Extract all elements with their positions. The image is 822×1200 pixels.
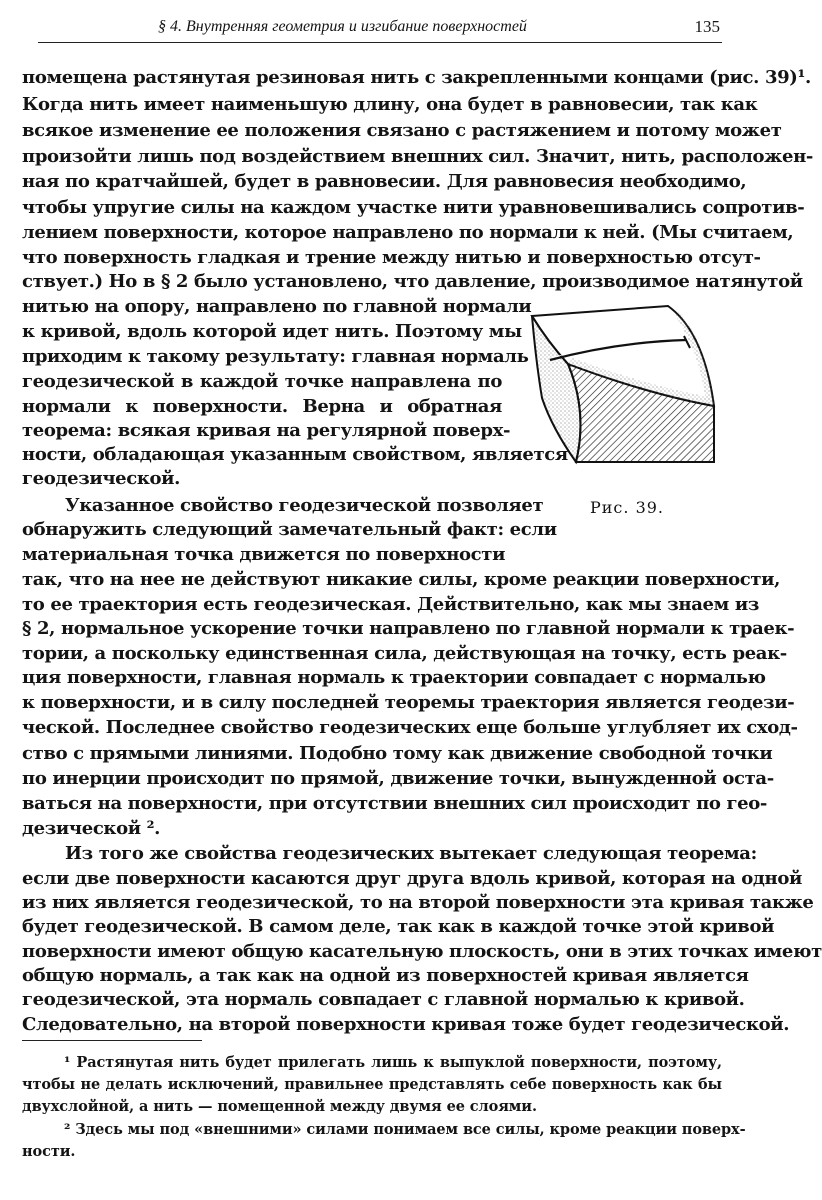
- figure-caption: Рис. 39.: [590, 498, 665, 517]
- text-line: Указанное свойство геодезической позволяет: [65, 495, 544, 516]
- text-line: дезической ².: [22, 818, 161, 839]
- text-line: что поверхность гладкая и трение между нитью и поверхностью отсут-: [22, 247, 761, 268]
- text-line: поверхности имеют общую касательную плоскость, они в этих точках имеют: [22, 941, 822, 962]
- text-line: к кривой, вдоль которой идет нить. Поэтому мы: [22, 321, 522, 342]
- text-line: помещена растянутая резиновая нить с закрепленными концами (рис. 39)¹.: [22, 67, 811, 88]
- text-line: Следовательно, на второй поверхности кривая тоже будет геодезической.: [22, 1014, 790, 1035]
- text-line: так, что на нее не действуют никакие силы, кроме реакции поверхности,: [22, 569, 781, 590]
- running-header-title: § 4. Внутренняя геометрия и изгибание поверхностей: [158, 18, 527, 35]
- text-line: приходим к такому результату: главная нормаль: [22, 346, 529, 367]
- text-line: материальная точка движется по поверхности: [22, 544, 506, 565]
- text-line: обнаружить следующий замечательный факт: если: [22, 519, 557, 540]
- text-line: лением поверхности, которое направлено по нормали к ней. (Мы считаем,: [22, 222, 794, 243]
- footnote-divider: [22, 1040, 202, 1041]
- text-line: ствует.) Но в § 2 было установлено, что давление, производимое натянутой: [22, 271, 803, 292]
- text-line: геодезической, эта нормаль совпадает с главной нормалью к кривой.: [22, 989, 745, 1010]
- text-line: ческой. Последнее свойство геодезических еще больше углубляет их сход-: [22, 717, 798, 738]
- text-line: то ее траектория есть геодезическая. Действительно, как мы знаем из: [22, 594, 759, 615]
- footnote-line: ² Здесь мы под «внешними» силами понимаем все силы, кроме реакции поверх-: [64, 1121, 746, 1138]
- text-line: из них является геодезической, то на второй поверхности эта кривая также: [22, 892, 814, 913]
- text-line: геодезической.: [22, 468, 181, 489]
- footnote-line: чтобы не делать исключений, правильнее представлять себе поверхность как бы: [22, 1076, 722, 1093]
- text-line: произойти лишь под воздействием внешних сил. Значит, нить, расположен-: [22, 146, 814, 167]
- text-line: Из того же свойства геодезических вытекает следующая теорема:: [65, 843, 757, 864]
- text-line: общую нормаль, а так как на одной из поверхностей кривая является: [22, 965, 749, 986]
- page-number: 135: [694, 17, 720, 36]
- text-line: ности, обладающая указанным свойством, является: [22, 444, 568, 465]
- footnote-line: ности.: [22, 1143, 76, 1160]
- text-line: ная по кратчайшей, будет в равновесии. Для равновесия необходимо,: [22, 171, 747, 192]
- text-line: всякое изменение ее положения связано с растяжением и потому может: [22, 120, 782, 141]
- text-line: геодезической в каждой точке направлена по: [22, 371, 502, 392]
- text-line: будет геодезической. В самом деле, так как в каждой точке этой кривой: [22, 916, 775, 937]
- text-line: к поверхности, и в силу последней теоремы траектория является геодези-: [22, 692, 795, 713]
- footnote-line: двухслойной, а нить — помещенной между двумя ее слоями.: [22, 1098, 537, 1115]
- figure-39-surface-illustration: [528, 302, 724, 468]
- text-line: ство с прямыми линиями. Подобно тому как движение свободной точки: [22, 743, 773, 764]
- footnote-line: ¹ Растянутая нить будет прилегать лишь к выпуклой поверхности, поэтому,: [64, 1054, 722, 1071]
- text-line: Когда нить имеет наименьшую длину, она будет в равновесии, так как: [22, 94, 758, 115]
- text-line: по инерции происходит по прямой, движение точки, вынужденной оста-: [22, 768, 774, 789]
- text-line: тории, а поскольку единственная сила, действующая на точку, есть реак-: [22, 643, 787, 664]
- text-line: ваться на поверхности, при отсутствии внешних сил происходит по гео-: [22, 793, 768, 814]
- text-line: теорема: всякая кривая на регулярной поверх-: [22, 420, 511, 441]
- text-line: нормали к поверхности. Верна и обратная: [22, 396, 502, 417]
- running-header: [38, 14, 722, 43]
- text-line: чтобы упругие силы на каждом участке нити уравновешивались сопротив-: [22, 197, 805, 218]
- text-line: нитью на опору, направлено по главной нормали: [22, 296, 532, 317]
- text-line: § 2, нормальное ускорение точки направлено по главной нормали к траек-: [22, 618, 795, 639]
- text-line: если две поверхности касаются друг друга вдоль кривой, которая на одной: [22, 868, 802, 889]
- text-line: ция поверхности, главная нормаль к траектории совпадает с нормалью: [22, 667, 766, 688]
